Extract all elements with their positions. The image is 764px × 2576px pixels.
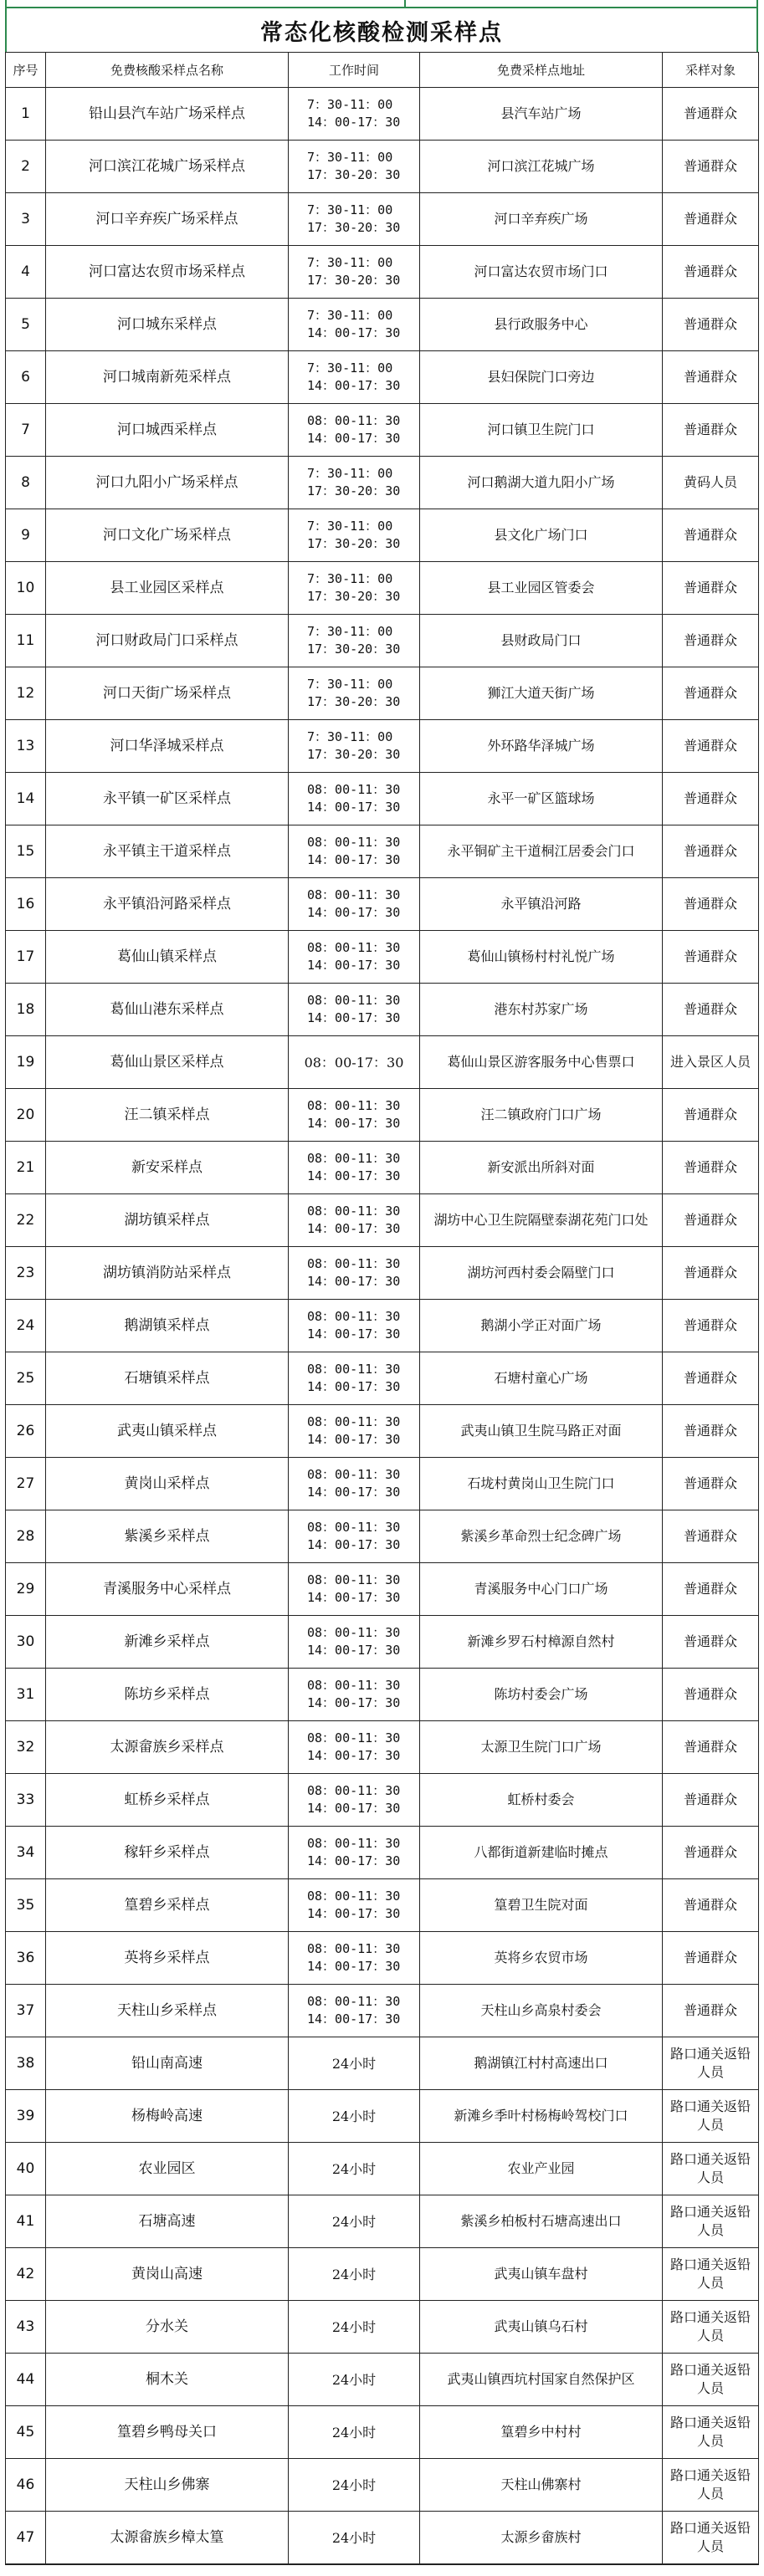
cell-name: 农业园区 <box>46 2143 289 2195</box>
cell-name: 河口财政局门口采样点 <box>46 615 289 667</box>
cell-target: 普通群众 <box>663 193 759 246</box>
cell-addr: 港东村苏家广场 <box>420 984 663 1036</box>
cell-addr: 太源卫生院门口广场 <box>420 1721 663 1774</box>
cell-target: 普通群众 <box>663 878 759 931</box>
cell-no: 28 <box>6 1510 46 1563</box>
cell-name: 湖坊镇采样点 <box>46 1194 289 1247</box>
cell-time: 08：00-11：30 14：00-17：30 <box>289 1352 420 1405</box>
cell-time: 08：00-11：30 14：00-17：30 <box>289 984 420 1036</box>
cell-addr: 河口鹅湖大道九阳小广场 <box>420 457 663 509</box>
cell-name: 青溪服务中心采样点 <box>46 1563 289 1616</box>
cell-target: 普通群众 <box>663 720 759 773</box>
cell-addr: 天柱山佛寨村 <box>420 2459 663 2512</box>
table-row <box>6 1405 759 1458</box>
cell-target: 普通群众 <box>663 984 759 1036</box>
table-row <box>6 773 759 825</box>
cell-target: 路口通关返铅人员 <box>663 2354 759 2406</box>
cell-name: 河口城西采样点 <box>46 404 289 457</box>
header-no: 序号 <box>6 53 46 88</box>
cell-target: 路口通关返铅人员 <box>663 2459 759 2512</box>
cell-no: 35 <box>6 1879 46 1932</box>
cell-time: 08：00-11：30 14：00-17：30 <box>289 1194 420 1247</box>
cell-name: 太源畲族乡采样点 <box>46 1721 289 1774</box>
table-row <box>6 193 759 246</box>
cell-name: 天柱山乡采样点 <box>46 1985 289 2037</box>
cell-name: 石塘高速 <box>46 2195 289 2248</box>
cell-addr: 英将乡农贸市场 <box>420 1932 663 1985</box>
table-row <box>6 1142 759 1194</box>
table-row <box>6 2406 759 2459</box>
cell-name: 太源畲族乡樟太篁 <box>46 2512 289 2565</box>
cell-no: 46 <box>6 2459 46 2512</box>
cell-target: 普通群众 <box>663 825 759 878</box>
cell-target: 普通群众 <box>663 1247 759 1300</box>
table-row <box>6 1879 759 1932</box>
header-addr: 免费采样点地址 <box>420 53 663 88</box>
cell-no: 16 <box>6 878 46 931</box>
cell-addr: 青溪服务中心门口广场 <box>420 1563 663 1616</box>
cell-time: 24小时 <box>289 2512 420 2565</box>
cell-time: 7：30-11：00 17：30-20：30 <box>289 193 420 246</box>
cell-target: 普通群众 <box>663 1352 759 1405</box>
cell-addr: 太源乡畲族村 <box>420 2512 663 2565</box>
cell-no: 30 <box>6 1616 46 1669</box>
table-row <box>6 825 759 878</box>
cell-addr: 天柱山乡高泉村委会 <box>420 1985 663 2037</box>
cell-name: 河口辛弃疾广场采样点 <box>46 193 289 246</box>
cell-target: 普通群众 <box>663 1510 759 1563</box>
table-row <box>6 1932 759 1985</box>
cell-target: 路口通关返铅人员 <box>663 2143 759 2195</box>
cell-name: 杨梅岭高速 <box>46 2090 289 2143</box>
cell-addr: 县文化广场门口 <box>420 509 663 562</box>
cell-no: 20 <box>6 1089 46 1142</box>
cell-no: 24 <box>6 1300 46 1352</box>
table-row <box>6 667 759 720</box>
cell-name: 紫溪乡采样点 <box>46 1510 289 1563</box>
cell-time: 08：00-11：30 14：00-17：30 <box>289 1247 420 1300</box>
cell-target: 普通群众 <box>663 562 759 615</box>
cell-no: 47 <box>6 2512 46 2565</box>
table-row <box>6 1458 759 1510</box>
cell-target: 普通群众 <box>663 1458 759 1510</box>
cell-target: 普通群众 <box>663 1774 759 1827</box>
cell-addr: 永平镇沿河路 <box>420 878 663 931</box>
cell-target: 普通群众 <box>663 931 759 984</box>
cell-target: 普通群众 <box>663 351 759 404</box>
cell-no: 27 <box>6 1458 46 1510</box>
cell-target: 路口通关返铅人员 <box>663 2406 759 2459</box>
cell-addr: 湖坊中心卫生院隔壁泰湖花苑门口处 <box>420 1194 663 1247</box>
cell-no: 3 <box>6 193 46 246</box>
table-row <box>6 878 759 931</box>
cell-no: 43 <box>6 2301 46 2354</box>
cell-time: 08：00-11：30 14：00-17：30 <box>289 1827 420 1879</box>
cell-time: 08：00-11：30 14：00-17：30 <box>289 825 420 878</box>
cell-addr: 篁碧乡中村村 <box>420 2406 663 2459</box>
cell-time: 24小时 <box>289 2406 420 2459</box>
cell-addr: 鹅湖镇江村村高速出口 <box>420 2037 663 2090</box>
cell-target: 普通群众 <box>663 773 759 825</box>
table-row <box>6 404 759 457</box>
cell-target: 普通群众 <box>663 1194 759 1247</box>
cell-time: 7：30-11：00 17：30-20：30 <box>289 457 420 509</box>
cell-addr: 武夷山镇车盘村 <box>420 2248 663 2301</box>
cell-addr: 新滩乡季叶村杨梅岭驾校门口 <box>420 2090 663 2143</box>
cell-addr: 县汽车站广场 <box>420 88 663 141</box>
cell-time: 7：30-11：00 17：30-20：30 <box>289 141 420 193</box>
cell-no: 26 <box>6 1405 46 1458</box>
cell-addr: 紫溪乡柏板村石塘高速出口 <box>420 2195 663 2248</box>
table-row <box>6 88 759 141</box>
cell-no: 38 <box>6 2037 46 2090</box>
cell-name: 石塘镇采样点 <box>46 1352 289 1405</box>
table-row <box>6 1616 759 1669</box>
table-row <box>6 1300 759 1352</box>
cell-addr: 永平一矿区篮球场 <box>420 773 663 825</box>
header-name: 免费核酸采样点名称 <box>46 53 289 88</box>
cell-no: 32 <box>6 1721 46 1774</box>
top-strip <box>5 0 758 8</box>
cell-addr: 汪二镇政府门口广场 <box>420 1089 663 1142</box>
table-row <box>6 984 759 1036</box>
cell-no: 41 <box>6 2195 46 2248</box>
cell-name: 稼轩乡采样点 <box>46 1827 289 1879</box>
cell-no: 9 <box>6 509 46 562</box>
cell-time: 7：30-11：00 17：30-20：30 <box>289 667 420 720</box>
cell-no: 12 <box>6 667 46 720</box>
cell-time: 08：00-11：30 14：00-17：30 <box>289 1669 420 1721</box>
cell-time: 24小时 <box>289 2195 420 2248</box>
cell-time: 7：30-11：00 17：30-20：30 <box>289 246 420 299</box>
cell-name: 河口城南新苑采样点 <box>46 351 289 404</box>
cell-name: 分水关 <box>46 2301 289 2354</box>
table-row <box>6 1194 759 1247</box>
cell-no: 17 <box>6 931 46 984</box>
cell-target: 普通群众 <box>663 1985 759 2037</box>
cell-time: 7：30-11：00 17：30-20：30 <box>289 720 420 773</box>
table-row <box>6 1247 759 1300</box>
cell-time: 7：30-11：00 17：30-20：30 <box>289 615 420 667</box>
cell-name: 河口九阳小广场采样点 <box>46 457 289 509</box>
cell-time: 08：00-11：30 14：00-17：30 <box>289 1300 420 1352</box>
cell-no: 23 <box>6 1247 46 1300</box>
cell-name: 桐木关 <box>46 2354 289 2406</box>
page-title: 常态化核酸检测采样点 <box>5 8 758 52</box>
cell-time: 7：30-11：00 14：00-17：30 <box>289 299 420 351</box>
cell-target: 路口通关返铅人员 <box>663 2195 759 2248</box>
cell-name: 篁碧乡采样点 <box>46 1879 289 1932</box>
cell-name: 永平镇主干道采样点 <box>46 825 289 878</box>
cell-name: 葛仙山港东采样点 <box>46 984 289 1036</box>
cell-target: 普通群众 <box>663 1827 759 1879</box>
cell-target: 普通群众 <box>663 1669 759 1721</box>
cell-time: 24小时 <box>289 2248 420 2301</box>
cell-target: 普通群众 <box>663 1563 759 1616</box>
cell-addr: 河口富达农贸市场门口 <box>420 246 663 299</box>
cell-addr: 县财政局门口 <box>420 615 663 667</box>
cell-addr: 虹桥村委会 <box>420 1774 663 1827</box>
cell-no: 10 <box>6 562 46 615</box>
cell-addr: 葛仙山景区游客服务中心售票口 <box>420 1036 663 1089</box>
cell-name: 汪二镇采样点 <box>46 1089 289 1142</box>
cell-time: 24小时 <box>289 2090 420 2143</box>
cell-time: 08：00-11：30 14：00-17：30 <box>289 1932 420 1985</box>
cell-no: 13 <box>6 720 46 773</box>
cell-addr: 紫溪乡革命烈士纪念碑广场 <box>420 1510 663 1563</box>
table-row <box>6 931 759 984</box>
cell-time: 08：00-11：30 14：00-17：30 <box>289 878 420 931</box>
cell-no: 7 <box>6 404 46 457</box>
cell-time: 08：00-11：30 14：00-17：30 <box>289 1774 420 1827</box>
cell-time: 24小时 <box>289 2143 420 2195</box>
cell-target: 普通群众 <box>663 88 759 141</box>
table-row <box>6 2354 759 2406</box>
cell-no: 44 <box>6 2354 46 2406</box>
cell-addr: 新滩乡罗石村樟源自然村 <box>420 1616 663 1669</box>
cell-time: 08：00-11：30 14：00-17：30 <box>289 1879 420 1932</box>
cell-no: 29 <box>6 1563 46 1616</box>
cell-no: 14 <box>6 773 46 825</box>
cell-name: 天柱山乡佛寨 <box>46 2459 289 2512</box>
header-target: 采样对象 <box>663 53 759 88</box>
table-row <box>6 2248 759 2301</box>
cell-no: 1 <box>6 88 46 141</box>
cell-target: 普通群众 <box>663 1089 759 1142</box>
table-row <box>6 141 759 193</box>
cell-target: 路口通关返铅人员 <box>663 2512 759 2565</box>
table-row <box>6 2037 759 2090</box>
cell-addr: 河口镇卫生院门口 <box>420 404 663 457</box>
cell-target: 普通群众 <box>663 1932 759 1985</box>
cell-name: 英将乡采样点 <box>46 1932 289 1985</box>
cell-no: 40 <box>6 2143 46 2195</box>
cell-addr: 河口滨江花城广场 <box>420 141 663 193</box>
cell-name: 黄岗山采样点 <box>46 1458 289 1510</box>
table-row <box>6 1563 759 1616</box>
cell-target: 黄码人员 <box>663 457 759 509</box>
cell-target: 普通群众 <box>663 141 759 193</box>
cell-addr: 新安派出所斜对面 <box>420 1142 663 1194</box>
cell-addr: 石塘村童心广场 <box>420 1352 663 1405</box>
cell-time: 24小时 <box>289 2037 420 2090</box>
cell-target: 路口通关返铅人员 <box>663 2248 759 2301</box>
table-row <box>6 1827 759 1879</box>
table-row <box>6 1089 759 1142</box>
cell-time: 08：00-17：30 <box>289 1036 420 1089</box>
table-row <box>6 1669 759 1721</box>
cell-no: 37 <box>6 1985 46 2037</box>
cell-name: 县工业园区采样点 <box>46 562 289 615</box>
cell-name: 铅山南高速 <box>46 2037 289 2090</box>
cell-name: 湖坊镇消防站采样点 <box>46 1247 289 1300</box>
cell-addr: 狮江大道天街广场 <box>420 667 663 720</box>
cell-target: 普通群众 <box>663 1300 759 1352</box>
table-row <box>6 2459 759 2512</box>
cell-no: 5 <box>6 299 46 351</box>
table-row <box>6 2143 759 2195</box>
cell-target: 普通群众 <box>663 615 759 667</box>
table-row <box>6 2090 759 2143</box>
cell-addr: 县行政服务中心 <box>420 299 663 351</box>
cell-time: 08：00-11：30 14：00-17：30 <box>289 1616 420 1669</box>
cell-addr: 永平铜矿主干道桐江居委会门口 <box>420 825 663 878</box>
table-body <box>6 88 759 2565</box>
cell-no: 36 <box>6 1932 46 1985</box>
table-row <box>6 2512 759 2565</box>
table-row <box>6 1510 759 1563</box>
cell-time: 7：30-11：00 17：30-20：30 <box>289 509 420 562</box>
cell-target: 路口通关返铅人员 <box>663 2037 759 2090</box>
table-row <box>6 351 759 404</box>
table-row <box>6 1721 759 1774</box>
cell-name: 葛仙山镇采样点 <box>46 931 289 984</box>
cell-time: 08：00-11：30 14：00-17：30 <box>289 1563 420 1616</box>
cell-no: 25 <box>6 1352 46 1405</box>
cell-no: 21 <box>6 1142 46 1194</box>
cell-name: 河口城东采样点 <box>46 299 289 351</box>
cell-addr: 县妇保院门口旁边 <box>420 351 663 404</box>
cell-time: 7：30-11：00 14：00-17：30 <box>289 88 420 141</box>
cell-time: 08：00-11：30 14：00-17：30 <box>289 1089 420 1142</box>
cell-target: 普通群众 <box>663 1405 759 1458</box>
cell-time: 7：30-11：00 17：30-20：30 <box>289 562 420 615</box>
cell-time: 08：00-11：30 14：00-17：30 <box>289 1721 420 1774</box>
header-time: 工作时间 <box>289 53 420 88</box>
cell-target: 普通群众 <box>663 1616 759 1669</box>
cell-no: 19 <box>6 1036 46 1089</box>
cell-addr: 县工业园区管委会 <box>420 562 663 615</box>
cell-target: 普通群众 <box>663 299 759 351</box>
cell-target: 普通群众 <box>663 1721 759 1774</box>
table-row <box>6 509 759 562</box>
cell-addr: 武夷山镇卫生院马路正对面 <box>420 1405 663 1458</box>
cell-addr: 外环路华泽城广场 <box>420 720 663 773</box>
cell-addr: 河口辛弃疾广场 <box>420 193 663 246</box>
cell-addr: 农业产业园 <box>420 2143 663 2195</box>
table-row <box>6 1036 759 1089</box>
table-row <box>6 1774 759 1827</box>
cell-addr: 篁碧卫生院对面 <box>420 1879 663 1932</box>
sampling-sites-table <box>5 52 759 2565</box>
table-row <box>6 720 759 773</box>
cell-target: 普通群众 <box>663 1879 759 1932</box>
cell-time: 08：00-11：30 14：00-17：30 <box>289 1458 420 1510</box>
cell-addr: 武夷山镇西坑村国家自然保护区 <box>420 2354 663 2406</box>
cell-target: 进入景区人员 <box>663 1036 759 1089</box>
cell-no: 6 <box>6 351 46 404</box>
cell-name: 河口天街广场采样点 <box>46 667 289 720</box>
cell-target: 普通群众 <box>663 1142 759 1194</box>
cell-addr: 陈坊村委会广场 <box>420 1669 663 1721</box>
cell-addr: 八都街道新建临时摊点 <box>420 1827 663 1879</box>
cell-name: 河口滨江花城广场采样点 <box>46 141 289 193</box>
cell-name: 陈坊乡采样点 <box>46 1669 289 1721</box>
cell-no: 39 <box>6 2090 46 2143</box>
cell-time: 08：00-11：30 14：00-17：30 <box>289 1985 420 2037</box>
cell-time: 08：00-11：30 14：00-17：30 <box>289 1510 420 1563</box>
cell-target: 普通群众 <box>663 246 759 299</box>
table-row <box>6 299 759 351</box>
table-row <box>6 1985 759 2037</box>
cell-name: 河口富达农贸市场采样点 <box>46 246 289 299</box>
cell-target: 普通群众 <box>663 667 759 720</box>
cell-no: 22 <box>6 1194 46 1247</box>
table-row <box>6 1352 759 1405</box>
cell-no: 2 <box>6 141 46 193</box>
document-sheet <box>5 0 758 2565</box>
cell-time: 24小时 <box>289 2459 420 2512</box>
cell-name: 葛仙山景区采样点 <box>46 1036 289 1089</box>
cell-time: 08：00-11：30 14：00-17：30 <box>289 1142 420 1194</box>
table-row <box>6 2195 759 2248</box>
cell-time: 7：30-11：00 14：00-17：30 <box>289 351 420 404</box>
cell-addr: 武夷山镇乌石村 <box>420 2301 663 2354</box>
cell-name: 永平镇沿河路采样点 <box>46 878 289 931</box>
table-row <box>6 562 759 615</box>
cell-target: 普通群众 <box>663 404 759 457</box>
cell-name: 河口文化广场采样点 <box>46 509 289 562</box>
cell-name: 永平镇一矿区采样点 <box>46 773 289 825</box>
cell-target: 普通群众 <box>663 509 759 562</box>
cell-time: 08：00-11：30 14：00-17：30 <box>289 1405 420 1458</box>
cell-name: 新滩乡采样点 <box>46 1616 289 1669</box>
cell-no: 15 <box>6 825 46 878</box>
table-header-row <box>6 53 759 88</box>
table-row <box>6 457 759 509</box>
cell-time: 24小时 <box>289 2301 420 2354</box>
cell-time: 08：00-11：30 14：00-17：30 <box>289 773 420 825</box>
cell-time: 24小时 <box>289 2354 420 2406</box>
cell-addr: 鹅湖小学正对面广场 <box>420 1300 663 1352</box>
cell-no: 8 <box>6 457 46 509</box>
cell-target: 路口通关返铅人员 <box>663 2090 759 2143</box>
cell-name: 新安采样点 <box>46 1142 289 1194</box>
cell-addr: 葛仙山镇杨村村礼悦广场 <box>420 931 663 984</box>
table-row <box>6 615 759 667</box>
cell-name: 黄岗山高速 <box>46 2248 289 2301</box>
cell-name: 虹桥乡采样点 <box>46 1774 289 1827</box>
cell-name: 武夷山镇采样点 <box>46 1405 289 1458</box>
cell-time: 08：00-11：30 14：00-17：30 <box>289 404 420 457</box>
cell-target: 路口通关返铅人员 <box>663 2301 759 2354</box>
cell-name: 篁碧乡鸭母关口 <box>46 2406 289 2459</box>
cell-no: 42 <box>6 2248 46 2301</box>
cell-no: 18 <box>6 984 46 1036</box>
cell-addr: 湖坊河西村委会隔壁门口 <box>420 1247 663 1300</box>
cell-addr: 石垅村黄岗山卫生院门口 <box>420 1458 663 1510</box>
cell-no: 4 <box>6 246 46 299</box>
cell-name: 铅山县汽车站广场采样点 <box>46 88 289 141</box>
table-row <box>6 2301 759 2354</box>
table-row <box>6 246 759 299</box>
cell-name: 鹅湖镇采样点 <box>46 1300 289 1352</box>
cell-no: 34 <box>6 1827 46 1879</box>
cell-no: 11 <box>6 615 46 667</box>
cell-no: 31 <box>6 1669 46 1721</box>
cell-no: 33 <box>6 1774 46 1827</box>
cell-time: 08：00-11：30 14：00-17：30 <box>289 931 420 984</box>
cell-no: 45 <box>6 2406 46 2459</box>
cell-name: 河口华泽城采样点 <box>46 720 289 773</box>
